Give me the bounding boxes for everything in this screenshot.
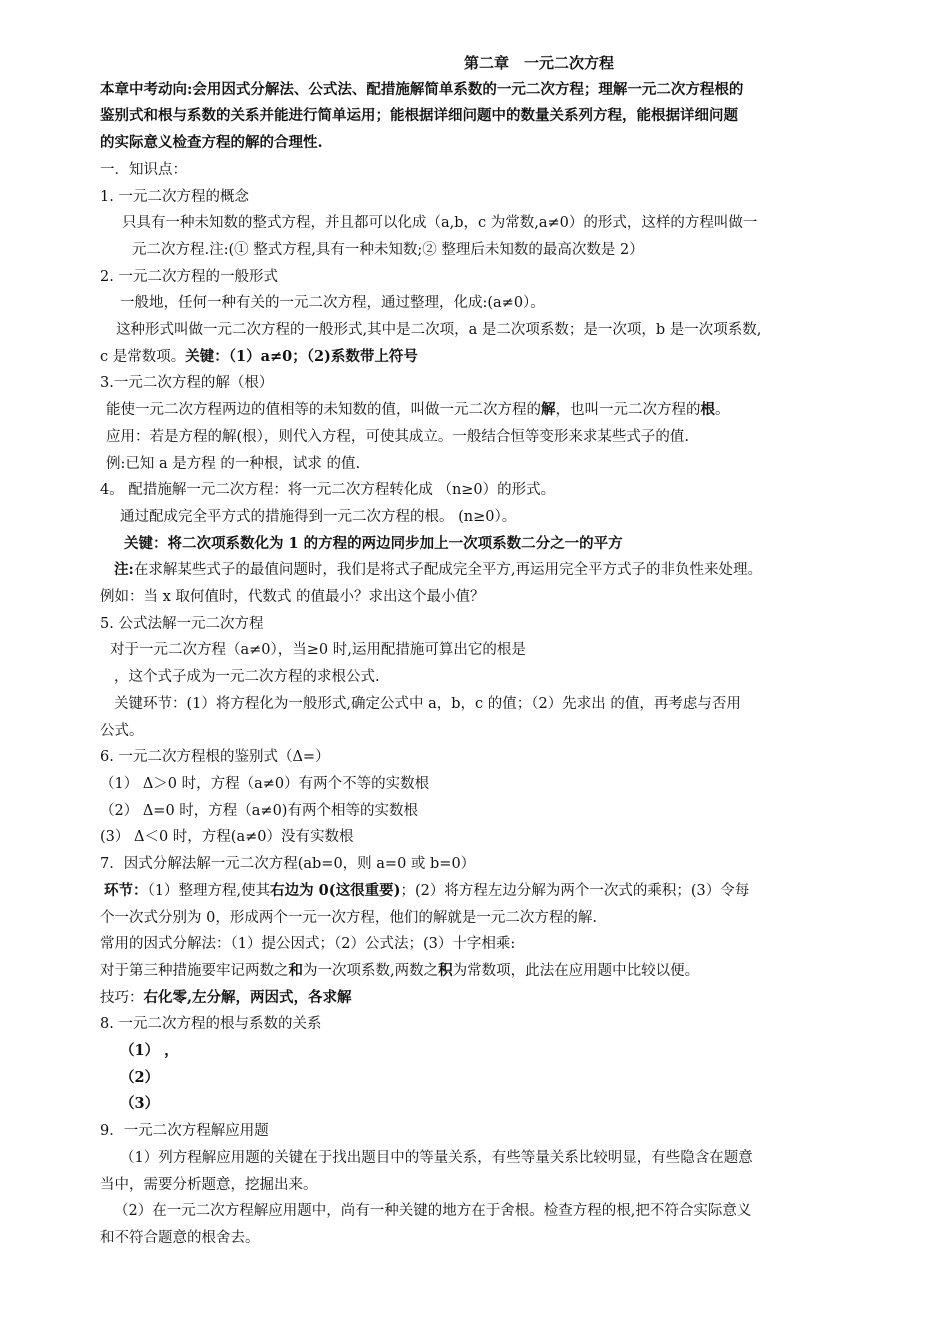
s9-line-4: 和不符合题意的根舍去。 — [100, 1229, 260, 1246]
s7-term-product: 积 — [438, 961, 453, 979]
s3-term-solution: 解 — [541, 401, 556, 419]
s1-line-1: 只具有一种未知数的整式方程，并且都可以化成（a,b，c 为常数,a≠0）的形式，这样的方程叫做一 — [122, 215, 758, 232]
s9-line-1: （1）列方程解应用题的关键在于找出题目中的等量关系，有些等量关系比较明显，有些隐含在题意 — [120, 1149, 753, 1166]
s6-line-1: （1） Δ＞0 时，方程（a≠0）有两个不等的实数根 — [100, 775, 430, 792]
s6-line-3: (3） Δ＜0 时，方程(a≠0）没有实数根 — [100, 829, 354, 846]
s4-line-3 — [100, 557, 858, 584]
s8-title: 8. 一元二次方程的根与系数的关系 — [100, 1016, 322, 1033]
section-knowledge-heading: 一．知识点： — [100, 161, 187, 178]
s7-line-1 — [100, 878, 858, 905]
s7-line-5 — [100, 985, 858, 1012]
s7-line-1-part-b: （1）整理方程,使其 — [147, 882, 271, 899]
s5-title: 5. 公式法解一元二次方程 — [100, 615, 264, 632]
s7-line-4 — [100, 958, 858, 985]
s4-title: 4。 配措施解一元二次方程：将一元二次方程转化成 （n≥0）的形式。 — [100, 482, 556, 499]
s7-line-2: 个一次式分别为 0，形成两个一元一次方程，他们的解就是一元二次方程的解. — [100, 909, 597, 926]
s3-term-root: 根 — [700, 401, 715, 419]
s7-line-1-part-d: ；(2）将方程左边分解为两个一次式的乘积；(3）令每 — [400, 882, 750, 899]
chapter-title: 第二章 一元二次方程 — [463, 54, 614, 72]
s7-line-3: 常用的因式分解法：（1）提公因式；（2）公式法；(3）十字相乘: — [100, 936, 516, 953]
s9-line-2: 当中，需要分析题意，挖掘出来。 — [100, 1176, 318, 1193]
s9-title: 9．一元二次方程解应用题 — [100, 1123, 269, 1140]
s4-note-text: 在求解某些式子的最值问题时，我们是将式子配成完全平方,再运用完全平方式子的非负性来处理。 — [133, 562, 762, 579]
s3-line-1-part-e: 。 — [715, 402, 730, 419]
s7-line-4-part-a: 对于第三种措施要牢记两数之 — [100, 962, 289, 979]
s3-line-3: 例:已知 a 是方程 的一种根，试求 的值. — [106, 455, 361, 472]
s2-line-3 — [100, 344, 858, 371]
s8-item-2: （2） — [120, 1068, 160, 1086]
s3-line-2: 应用：若是方程的解(根），则代入方程，可使其成立。一般结合恒等变形来求某些式子的值. — [106, 428, 690, 445]
s1-line-2: 元二次方程.注:(① 整式方程,具有一种未知数;② 整理后未知数的最高次数是 2） — [132, 241, 644, 258]
s2-line-1: 一般地，任何一种有关的一元二次方程，通过整理，化成:(a≠0）。 — [120, 295, 545, 312]
intro-line-2: 鉴别式和根与系数的关系并能进行简单运用；能根据详细问题中的数量关系列方程，能根据详细问题 — [100, 107, 738, 125]
s7-steps-label: 环节： — [104, 881, 148, 899]
s7-title: 7．因式分解法解一元二次方程(ab=0，则 a=0 或 b=0） — [100, 856, 476, 873]
s9-line-3: （2）在一元二次方程解应用题中，尚有一种关键的地方在于舍根。检查方程的根,把不符合实际意义 — [114, 1203, 752, 1220]
s2-line-3-text: c 是常数项。 — [100, 348, 186, 365]
s1-title: 1. 一元二次方程的概念 — [100, 188, 249, 205]
s7-emphasis: 右边为 0(这很重要) — [270, 881, 401, 899]
s2-line-2: 这种形式叫做一元二次方程的一般形式,其中是二次项，a 是二次项系数；是一次项，b 是一次项系数, — [116, 322, 762, 339]
s6-line-2: （2） Δ=0 时，方程（a≠0)有两个相等的实数根 — [100, 802, 418, 819]
intro-line-1: 本章中考动向:会用因式分解法、公式法、配措施解简单系数的一元二次方程；理解一元二次方程根的 — [100, 80, 744, 98]
s6-title: 6. 一元二次方程根的鉴别式（Δ=） — [100, 749, 330, 766]
s3-line-1-part-c: ，也叫一元二次方程的 — [555, 402, 701, 419]
s7-line-4-part-c: 为一次项系数,两数之 — [303, 962, 439, 979]
s5-line-3: 关键环节：(1）将方程化为一般形式,确定公式中 a，b，c 的值；（2）先求出 的值，再考虑与否用 — [114, 695, 741, 712]
s3-line-1 — [100, 397, 858, 424]
s8-item-3: （3） — [120, 1095, 160, 1113]
s7-term-sum: 和 — [288, 961, 303, 979]
s7-tip-label: 技巧： — [100, 989, 144, 1006]
intro-line-3: 的实际意义检查方程的解的合理性. — [100, 134, 323, 152]
s4-line-4: 例如：当 x 取何值时，代数式 的值最小？求出这个最小值？ — [100, 589, 485, 606]
s4-note-label: 注: — [114, 561, 134, 579]
s2-title: 2. 一元二次方程的一般形式 — [100, 268, 278, 285]
s5-line-2: ，这个式子成为一元二次方程的求根公式. — [114, 669, 380, 686]
s8-item-1: （1） ， — [120, 1042, 179, 1060]
s3-title: 3.一元二次方程的解（根） — [100, 375, 274, 392]
s5-line-1: 对于一元二次方程（a≠0），当≥0 时,运用配措施可算出它的根是 — [110, 642, 526, 659]
s7-tip-text: 右化零,左分解，两因式，各求解 — [143, 988, 352, 1006]
s4-key-point: 关键：将二次项系数化为 1 的方程的两边同步加上一次项系数二分之一的平方 — [124, 534, 623, 552]
s7-line-4-part-e: 为常数项，此法在应用题中比较以便。 — [452, 962, 700, 979]
s3-line-1-part-a: 能使一元二次方程两边的值相等的未知数的值，叫做一元二次方程的 — [106, 402, 541, 419]
s4-line-1: 通过配成完全平方式的措施得到一元二次方程的根。 (n≥0）。 — [120, 508, 517, 525]
s5-line-4: 公式。 — [100, 722, 144, 739]
s2-key-point: 关键：（1）a≠0；（2)系数带上符号 — [185, 347, 418, 365]
